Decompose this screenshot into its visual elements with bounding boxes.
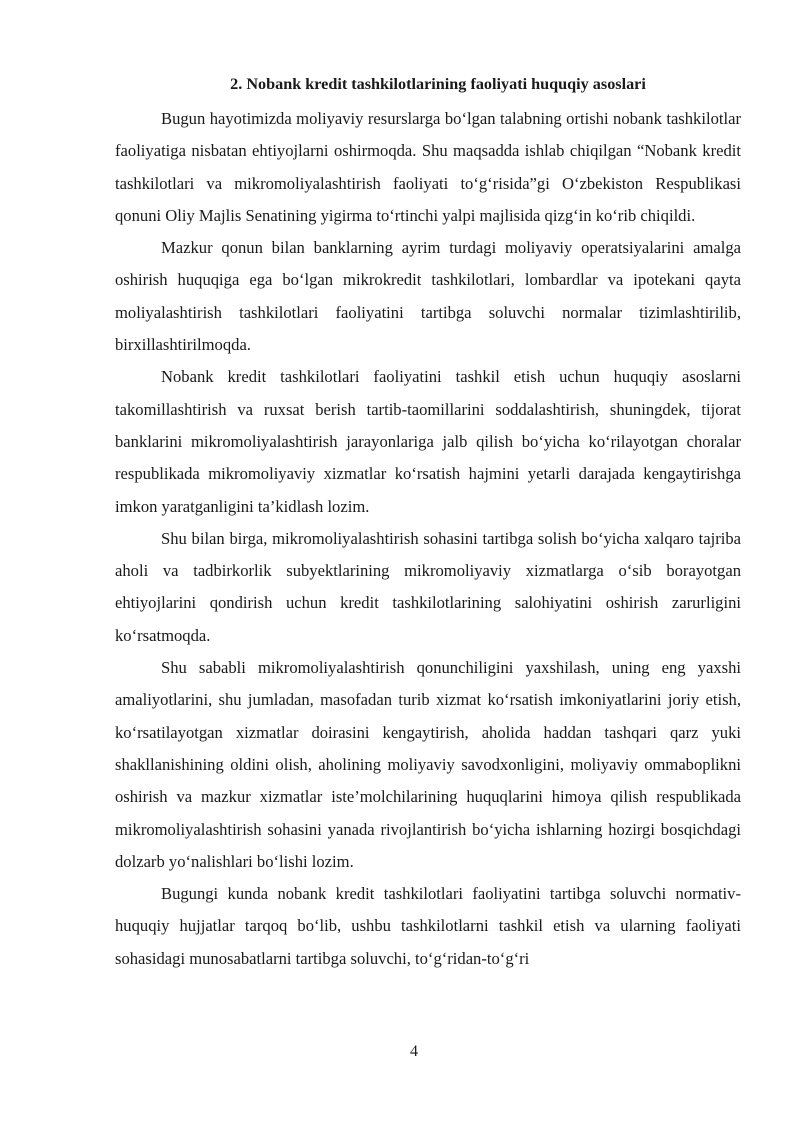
- paragraph-5: Shu sababli mikromoliyalashtirish qonunchiligini yaxshilash, uning eng yaxshi amaliyotlarini, shu jumladan, masofadan turib xizmat ko‘rsatish imkoniyatlarini joriy etish, ko‘rsatilayotgan xizmatlar doirasini kengaytirish, aholida haddan tashqari qarz yuki shakllanishining oldini olish, aholining moliyaviy savodxonligini, moliyaviy ommaboplikni oshirish va mazkur xizmatlar iste’molchilarining huquqlarini himoya qilish respublikada mikromoliyalashtirish sohasini yanada rivojlantirish bo‘yicha ishlarning hozirgi bosqichdagi dolzarb yo‘nalishlari bo‘lishi lozim.: [115, 658, 741, 871]
- paragraph-6: Bugungi kunda nobank kredit tashkilotlari faoliyatini tartibga soluvchi normativ-huquqiy hujjatlar tarqoq bo‘lib, ushbu tashkilotlarni tashkil etish va ularning faoliyati sohasidagi munosabatlarni tartibga soluvchi, to‘g‘ridan-to‘g‘ri: [115, 884, 741, 968]
- page-number: 4: [410, 1043, 418, 1060]
- paragraph-1: Bugun hayotimizda moliyaviy resurslarga bo‘lgan talabning ortishi nobank tashkilotlar faoliyatiga nisbatan ehtiyojlarni oshirmoqda. Shu maqsadda ishlab chiqilgan “Nobank kredit tashkilotlari va mikromoliyalashtirish faoliyati to‘g‘risida”gi O‘zbekiston Respublikasi qonuni Oliy Majlis Senatining yigirma to‘rtinchi yalpi majlisida qizg‘in ko‘rib chiqildi.: [115, 109, 741, 225]
- document-page: [115, 73, 741, 975]
- paragraph-3: Nobank kredit tashkilotlari faoliyatini tashkil etish uchun huquqiy asoslarni takomillashtirish va ruxsat berish tartib-taomillarini soddalashtirish, shuningdek, tijorat banklarini mikromoliyalashtirish jarayonlariga jalb qilish bo‘yicha ko‘rilayotgan choralar respublikada mikromoliyaviy xizmatlar ko‘rsatish hajmini yetarli darajada kengaytirishga imkon yaratganligini ta’kidlash lozim.: [115, 367, 741, 516]
- paragraph-2: Mazkur qonun bilan banklarning ayrim turdagi moliyaviy operatsiyalarini amalga oshirish huquqiga ega bo‘lgan mikrokredit tashkilotlari, lombardlar va ipotekani qayta moliyalashtirish tashkilotlari faoliyatini tartibga soluvchi normalar tizimlashtirilib, birxillashtirilmoqda.: [115, 238, 741, 355]
- paragraph-4: Shu bilan birga, mikromoliyalashtirish sohasini tartibga solish bo‘yicha xalqaro tajriba aholi va tadbirkorlik subyektlarining mikromoliyaviy xizmatlarga o‘sib borayotgan ehtiyojlarini qondirish uchun kredit tashkilotlarining salohiyatini oshirish zarurligini ko‘rsatmoqda.: [115, 528, 741, 645]
- section-heading: 2. Nobank kredit tashkilotlarining faoliyati huquqiy asoslari: [230, 75, 646, 93]
